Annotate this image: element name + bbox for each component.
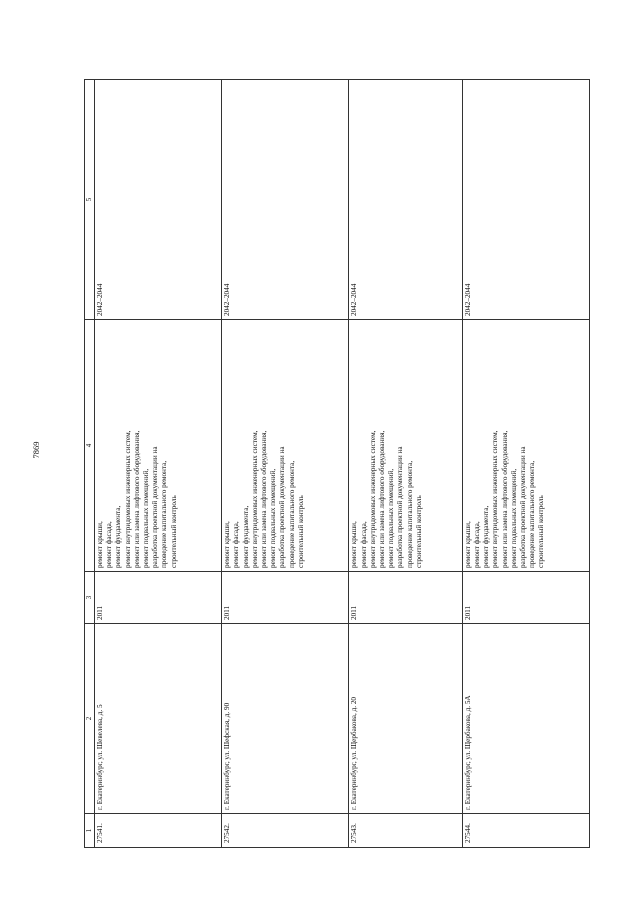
header-col-5: 5 [85, 80, 95, 320]
work-item: ремонт или замена лифтового оборудования, [132, 430, 141, 568]
table-row [349, 80, 463, 848]
work-item: ремонт подвальных помещений, [142, 468, 151, 568]
table-row [222, 80, 349, 848]
works-cell [462, 320, 589, 572]
year-cell: 2011 [95, 572, 222, 624]
works-cell [349, 320, 463, 572]
work-item: проведение капитального ремонта, [528, 460, 537, 568]
work-item: ремонт внутридомовых инженерных систем, [368, 430, 377, 568]
work-item: ремонт фасада, [232, 521, 241, 568]
work-item: ремонт или замена лифтового оборудования, [500, 430, 509, 568]
work-item: ремонт фасада, [473, 521, 482, 568]
work-item: ремонт фасада, [105, 521, 114, 568]
year-cell: 2011 [462, 572, 589, 624]
address-cell: г. Екатеринбург, ул. Щербакова, д. 5А [462, 624, 589, 814]
work-item: ремонт внутридомовых инженерных систем, [491, 430, 500, 568]
address-cell: г. Екатеринбург, ул. Щербакова, д. 20 [349, 624, 463, 814]
work-item: ремонт крыши, [223, 521, 232, 568]
year-cell: 2011 [349, 572, 463, 624]
work-item: ремонт фундамента, [114, 505, 123, 568]
period-cell: 2042–2044 [462, 80, 589, 320]
work-item: ремонт подвальных помещений, [509, 468, 518, 568]
work-item: ремонт внутридомовых инженерных систем, [123, 430, 132, 568]
work-item: строительный контроль [414, 495, 423, 568]
work-item: ремонт крыши, [96, 521, 104, 568]
work-item: ремонт или замена лифтового оборудования, [259, 430, 268, 568]
row-number: 27543. [349, 814, 463, 848]
work-item: проведение капитального ремонта, [405, 460, 414, 568]
work-item: строительный контроль [169, 495, 178, 568]
year-cell: 2011 [222, 572, 349, 624]
repair-schedule-table [84, 79, 590, 848]
work-item: строительный контроль [296, 495, 305, 568]
period-cell: 2042–2044 [349, 80, 463, 320]
header-col-1: 1 [85, 814, 95, 848]
header-row [85, 80, 95, 848]
period-cell: 2042–2044 [222, 80, 349, 320]
row-number: 27544. [462, 814, 589, 848]
header-col-4: 4 [85, 320, 95, 572]
row-number: 27542. [222, 814, 349, 848]
table-row [462, 80, 589, 848]
rotated-table [84, 80, 590, 848]
work-item: проведение капитального ремонта, [287, 460, 296, 568]
work-item: разработка проектной документации на [151, 446, 160, 568]
work-item: разработка проектной документации на [278, 446, 287, 568]
work-item: ремонт фундамента, [241, 505, 250, 568]
work-item: ремонт фасада, [359, 521, 368, 568]
work-item: ремонт подвальных помещений, [387, 468, 396, 568]
work-item: строительный контроль [537, 495, 546, 568]
row-number: 27541. [95, 814, 222, 848]
table-row [95, 80, 222, 848]
works-cell [95, 320, 222, 572]
page-number: 7869 [31, 441, 41, 459]
header-col-3: 3 [85, 572, 95, 624]
work-item: проведение капитального ремонта, [160, 460, 169, 568]
period-cell: 2042–2044 [95, 80, 222, 320]
work-item: ремонт или замена лифтового оборудования, [377, 430, 386, 568]
address-cell: г. Екатеринбург, ул. Шевелева, д. 5 [95, 624, 222, 814]
work-item: разработка проектной документации на [519, 446, 528, 568]
address-cell: г. Екатеринбург, ул. Шефская, д. 90 [222, 624, 349, 814]
works-cell [222, 320, 349, 572]
header-col-2: 2 [85, 624, 95, 814]
work-item: ремонт крыши, [350, 521, 359, 568]
work-item: ремонт подвальных помещений, [269, 468, 278, 568]
work-item: ремонт фундамента, [482, 505, 491, 568]
work-item: ремонт внутридомовых инженерных систем, [250, 430, 259, 568]
work-item: ремонт крыши, [463, 521, 472, 568]
work-item: разработка проектной документации на [396, 446, 405, 568]
